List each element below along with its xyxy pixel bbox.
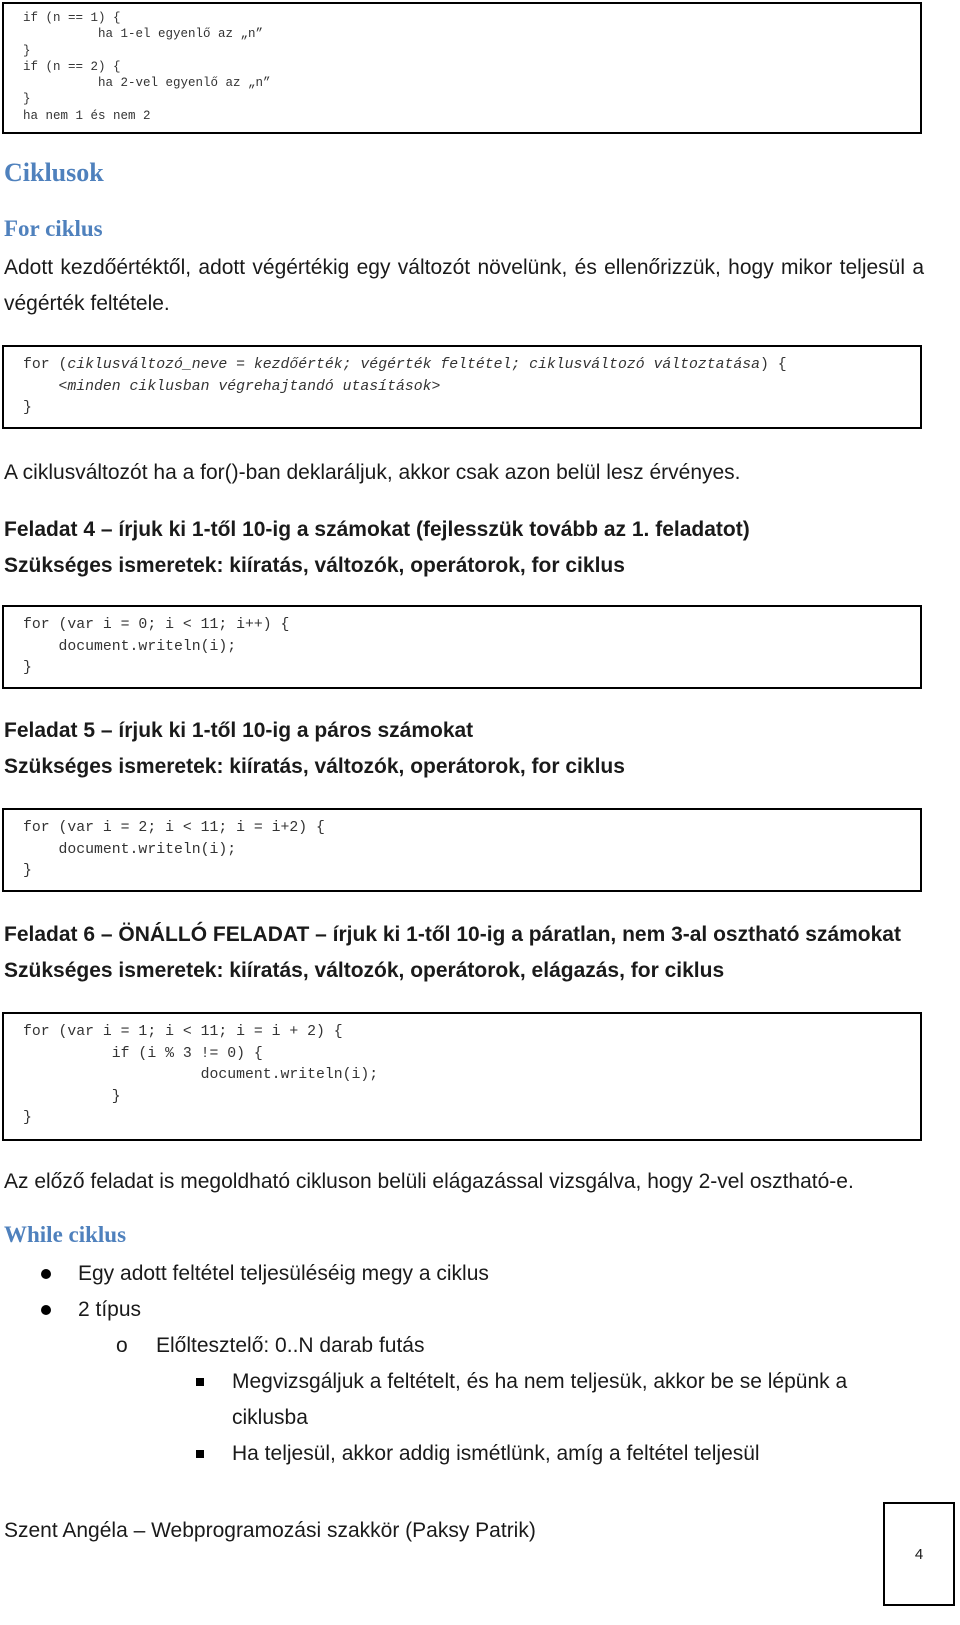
list-item: Egy adott feltétel teljesüléséig megy a ciklus bbox=[78, 1262, 489, 1285]
task4-requirements: Szükséges ismeretek: kiíratás, változók, operátorok, for ciklus bbox=[4, 554, 625, 577]
footer-text: Szent Angéla – Webprogramozási szakkör (Paksy Patrik) bbox=[4, 1519, 536, 1542]
bullet-circle-icon: o bbox=[116, 1334, 128, 1357]
code-block-task5 bbox=[2, 808, 922, 892]
code-text: for (var i = 2; i < 11; i = i+2) { document.writeln(i); } bbox=[23, 820, 325, 880]
task4-block bbox=[4, 512, 924, 584]
code-text: for (var i = 1; i < 11; i = i + 2) { if (i % 3 != 0) { document.writeln(i); } } bbox=[23, 1024, 379, 1127]
code-block-for-syntax bbox=[2, 345, 922, 429]
bullet-square-icon bbox=[196, 1378, 204, 1386]
list-item: Megvizsgáljuk a feltételt, és ha nem teljesük, akkor be se lépünk a ciklusba bbox=[232, 1370, 848, 1429]
task5-title: Feladat 5 – írjuk ki 1-től 10-ig a páros számokat bbox=[4, 719, 474, 742]
code-text: for (var i = 0; i < 11; i++) { document.writeln(i); } bbox=[23, 617, 290, 677]
code-block-task4 bbox=[2, 605, 922, 689]
heading-for-ciklus: For ciklus bbox=[4, 216, 103, 241]
code-text: if (n == 1) { ha 1-el egyenlő az „n” } if (n == 2) { ha 2-vel egyenlő az „n” } ha nem 1 és nem 2 bbox=[23, 11, 271, 123]
page-number: 4 bbox=[914, 1545, 924, 1563]
bullet-dot-icon bbox=[41, 1305, 51, 1315]
list-item: Előltesztelő: 0..N darab futás bbox=[156, 1334, 425, 1357]
page-number-box bbox=[883, 1502, 955, 1606]
heading-ciklusok: Ciklusok bbox=[4, 158, 104, 187]
task6-title: Feladat 6 – ÖNÁLLÓ FELADAT – írjuk ki 1-től 10-ig a páratlan, nem 3-al osztható számokat bbox=[4, 923, 901, 946]
list-item: 2 típus bbox=[78, 1298, 142, 1321]
task6-requirements: Szükséges ismeretek: kiíratás, változók, operátorok, elágazás, for ciklus bbox=[4, 959, 725, 982]
task4-title: Feladat 4 – írjuk ki 1-től 10-ig a számokat (fejlesszük tovább az 1. feladatot) bbox=[4, 518, 750, 541]
for-scope-paragraph: A ciklusváltozót ha a for()-ban deklaráljuk, akkor csak azon belül lesz érvényes. bbox=[4, 461, 741, 484]
heading-while-ciklus: While ciklus bbox=[4, 1222, 127, 1247]
task6-block bbox=[4, 917, 924, 989]
list-item: Ha teljesül, akkor addig ismétlünk, amíg a feltétel teljesül bbox=[232, 1442, 760, 1465]
bullet-square-icon bbox=[196, 1450, 204, 1458]
for-intro-paragraph: Adott kezdőértéktől, adott végértékig egy változót növelünk, és ellenőrizzük, hogy mikor teljesül a végérték feltétele. bbox=[4, 256, 924, 315]
task5-requirements: Szükséges ismeretek: kiíratás, változók, operátorok, for ciklus bbox=[4, 755, 625, 778]
code-block-if-example bbox=[2, 2, 922, 134]
task5-block bbox=[4, 713, 924, 785]
bullet-dot-icon bbox=[41, 1269, 51, 1279]
after-task6-paragraph: Az előző feladat is megoldható cikluson belüli elágazással vizsgálva, hogy 2-vel osztható-e. bbox=[4, 1170, 854, 1193]
code-text: for (ciklusváltozó_neve = kezdőérték; végérték feltétel; ciklusváltozó változtatása) { <minden ciklusban végrehajtandó utasítások> } bbox=[23, 357, 787, 417]
code-block-task6 bbox=[2, 1012, 922, 1141]
